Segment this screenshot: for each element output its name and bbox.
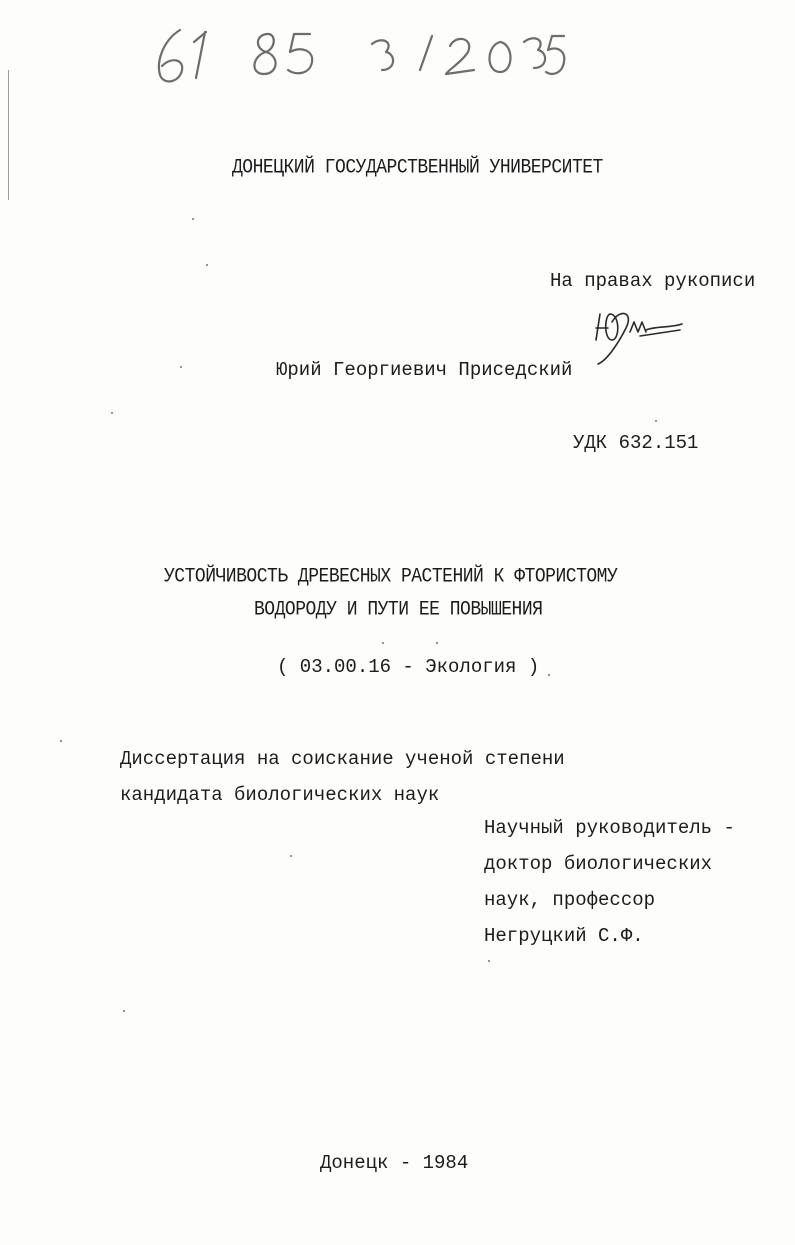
advisor-line-1: Научный руководитель - bbox=[484, 817, 735, 839]
advisor-line-2: доктор биологических bbox=[484, 853, 713, 875]
scan-speck bbox=[180, 366, 182, 368]
scan-speck bbox=[436, 642, 438, 644]
scan-speck bbox=[60, 740, 62, 742]
advisor-line-3: наук, профессор bbox=[484, 889, 656, 911]
scan-speck bbox=[206, 264, 208, 266]
place-and-year: Донецк - 1984 bbox=[320, 1152, 469, 1174]
scan-speck bbox=[111, 412, 113, 414]
udc-code: УДК 632.151 bbox=[573, 432, 699, 454]
margin-line bbox=[8, 70, 9, 200]
title-line-2: ВОДОРОДУ И ПУТИ ЕЕ ПОВЫШЕНИЯ bbox=[254, 598, 543, 622]
scan-speck bbox=[655, 420, 657, 422]
scan-speck bbox=[290, 855, 292, 857]
title-line-1: УСТОЙЧИВОСТЬ ДРЕВЕСНЫХ РАСТЕНИЙ К ФТОРИСТОМУ bbox=[164, 565, 618, 589]
scan-speck bbox=[548, 674, 550, 676]
university-name: ДОНЕЦКИЙ ГОСУДАРСТВЕННЫЙ УНИВЕРСИТЕТ bbox=[232, 156, 603, 180]
dissertation-line-1: Диссертация на соискание ученой степени bbox=[120, 748, 565, 770]
scan-speck bbox=[382, 642, 384, 644]
archive-pencil-mark bbox=[150, 20, 570, 90]
advisor-name: Негруцкий С.Ф. bbox=[484, 925, 644, 947]
manuscript-rights-note: На правах рукописи bbox=[550, 270, 756, 292]
author-signature bbox=[590, 300, 690, 370]
dissertation-line-2: кандидата биологических наук bbox=[120, 784, 440, 806]
scan-speck bbox=[488, 960, 490, 962]
scan-speck bbox=[192, 218, 194, 220]
scan-speck bbox=[123, 1010, 125, 1012]
author-name: Юрий Георгиевич Приседский bbox=[276, 359, 573, 381]
specialty-code: ( 03.00.16 - Экология ) bbox=[277, 656, 540, 678]
